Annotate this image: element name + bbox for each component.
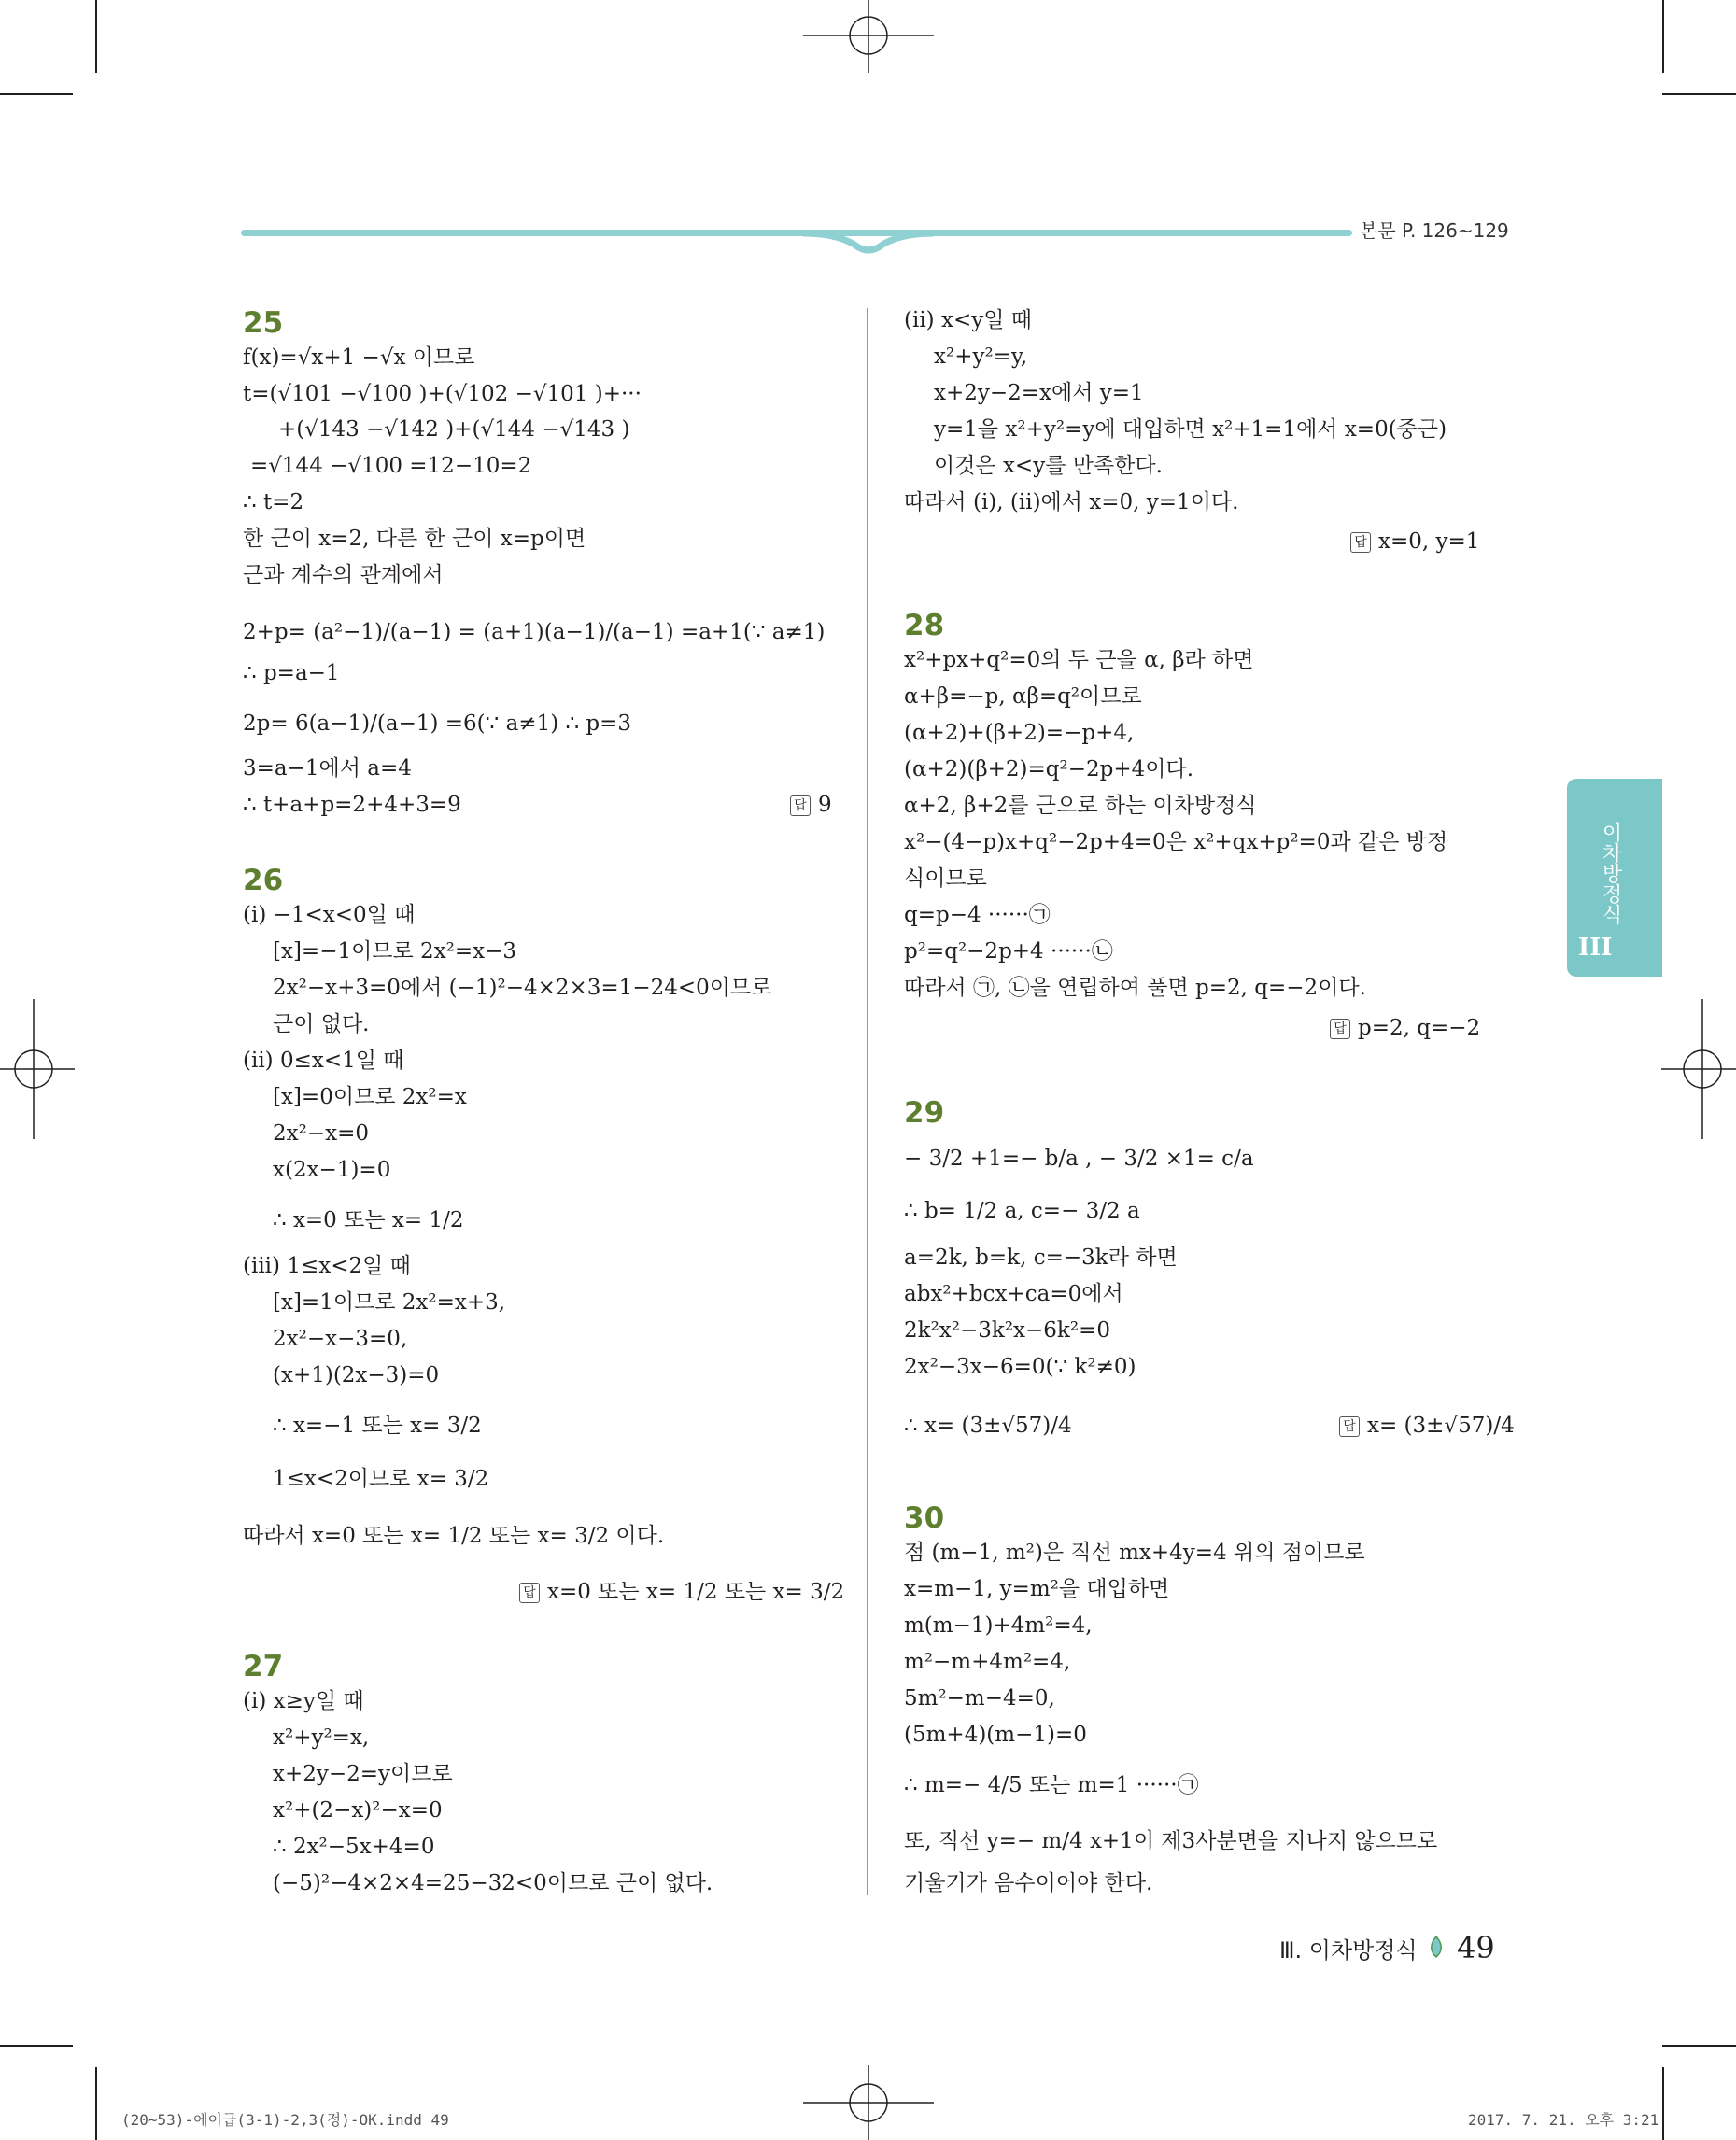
- solution-line: x²+px+q²=0의 두 근을 α, β라 하면: [904, 648, 1254, 672]
- solution-line: 근이 없다.: [273, 1012, 370, 1036]
- solution-line: (5m+4)(m−1)=0: [904, 1723, 1087, 1747]
- crop-mark: [95, 2067, 97, 2140]
- solution-line: x²−(4−p)x+q²−2p+4=0은 x²+qx+p²=0과 같은 방정: [904, 830, 1448, 854]
- solution-line: 점 (m−1, m²)은 직선 mx+4y=4 위의 점이므로: [904, 1541, 1365, 1565]
- solution-line: [x]=0이므로 2x²=x: [273, 1085, 467, 1109]
- solution-line: [x]=−1이므로 2x²=x−3: [273, 939, 517, 964]
- solution-line: 또, 직선 y=− m/4 x+1이 제3사분면을 지나지 않으므로: [904, 1829, 1438, 1853]
- solution-line: y=1을 x²+y²=y에 대입하면 x²+1=1에서 x=0(중근): [934, 417, 1447, 442]
- solution-line: 기울기가 음수이어야 한다.: [904, 1871, 1153, 1895]
- solution-line: (i) −1<x<0일 때: [243, 903, 416, 927]
- solution-line: 근과 계수의 관계에서: [243, 563, 444, 587]
- solution-line: ∴ x=−1 또는 x= 3/2: [273, 1414, 482, 1438]
- solution-line: (α+2)+(β+2)=−p+4,: [904, 721, 1135, 745]
- column-divider: [867, 308, 868, 1895]
- answer: 답 p=2, q=−2: [1330, 1012, 1480, 1044]
- solution-line: (ii) x<y일 때: [904, 308, 1032, 332]
- solution-line: (ii) 0≤x<1일 때: [243, 1049, 404, 1073]
- solution-line: x(2x−1)=0: [273, 1158, 391, 1182]
- crop-mark: [0, 93, 73, 95]
- solution-line: 한 근이 x=2, 다른 한 근이 x=p이면: [243, 527, 586, 551]
- solution-line: m(m−1)+4m²=4,: [904, 1613, 1093, 1638]
- solution-line: abx²+bcx+ca=0에서: [904, 1282, 1123, 1306]
- solution-line: x+2y−2=y이므로: [273, 1762, 453, 1786]
- solution-line: 2p= 6(a−1)/(a−1) =6(∵ a≠1) ∴ p=3: [243, 711, 632, 736]
- solution-line: t=(√101 −√100 )+(√102 −√101 )+···: [243, 382, 642, 406]
- registration-mark: [803, 0, 934, 75]
- chapter-tab-title: 이차방정식: [1599, 822, 1622, 924]
- solution-line: [x]=1이므로 2x²=x+3,: [273, 1290, 506, 1315]
- solution-line: (α+2)(β+2)=q²−2p+4이다.: [904, 757, 1194, 781]
- page-number: 49: [1457, 1930, 1495, 1965]
- solution-line: α+2, β+2를 근으로 하는 이차방정식: [904, 794, 1257, 818]
- solution-line: (x+1)(2x−3)=0: [273, 1363, 440, 1387]
- leaf-icon: [1427, 1935, 1446, 1963]
- solution-line: 2x²−x+3=0에서 (−1)²−4×2×3=1−24<0이므로: [273, 976, 772, 1000]
- solution-line: 2+p= (a²−1)/(a−1) = (a+1)(a−1)/(a−1) =a+1(∵ a≠1): [243, 620, 826, 644]
- answer-icon: 답: [1330, 1019, 1350, 1039]
- answer-icon: 답: [519, 1583, 540, 1603]
- solution-line: 따라서 x=0 또는 x= 1/2 또는 x= 3/2 이다.: [243, 1524, 665, 1548]
- solution-line: x²+(2−x)²−x=0: [273, 1798, 443, 1823]
- solution-line: (i) x≥y일 때: [243, 1689, 364, 1713]
- solution-line: q=p−4 ······㉠: [904, 903, 1051, 927]
- solution-line: x=m−1, y=m²을 대입하면: [904, 1577, 1170, 1601]
- solution-line: ∴ p=a−1: [243, 661, 340, 685]
- solution-line: 2x²−x−3=0,: [273, 1327, 408, 1351]
- solution-line: 2x²−x=0: [273, 1121, 369, 1146]
- solution-line: 1≤x<2이므로 x= 3/2: [273, 1467, 489, 1491]
- solution-line: ∴ b= 1/2 a, c=− 3/2 a: [904, 1199, 1140, 1223]
- registration-mark: [803, 2065, 934, 2140]
- solution-line: ∴ t+a+p=2+4+3=9: [243, 793, 461, 817]
- solution-line: ∴ 2x²−5x+4=0: [273, 1835, 435, 1859]
- solution-line: ∴ m=− 4/5 또는 m=1 ······㉠: [904, 1773, 1199, 1797]
- crop-mark: [1662, 0, 1664, 73]
- print-slug: (20~53)-에이급(3-1)-2,3(정)-OK.indd 49: [121, 2111, 449, 2129]
- problem-number: 27: [243, 1650, 284, 1683]
- solution-line: 2x²−3x−6=0(∵ k²≠0): [904, 1355, 1136, 1379]
- crop-mark: [1662, 93, 1736, 95]
- problem-number: 28: [904, 609, 945, 642]
- solution-line: (iii) 1≤x<2일 때: [243, 1254, 411, 1278]
- solution-line: 따라서 (i), (ii)에서 x=0, y=1이다.: [904, 490, 1239, 514]
- solution-line: ∴ t=2: [243, 490, 304, 514]
- solution-line: 5m²−m−4=0,: [904, 1686, 1055, 1711]
- print-slug: 2017. 7. 21. 오후 3:21: [1468, 2111, 1659, 2129]
- page-reference: 본문 P. 126~129: [1360, 219, 1509, 242]
- solution-line: p²=q²−2p+4 ······㉡: [904, 939, 1113, 964]
- registration-mark: [0, 999, 75, 1139]
- solution-line: +(√143 −√142 )+(√144 −√143 ): [278, 417, 630, 442]
- solution-line: x+2y−2=x에서 y=1: [934, 381, 1144, 405]
- solution-line: 식이므로: [904, 866, 987, 891]
- solution-line: x²+y²=x,: [273, 1725, 370, 1750]
- problem-number: 26: [243, 864, 284, 897]
- answer: 답 x=0 또는 x= 1/2 또는 x= 3/2: [519, 1576, 844, 1608]
- chapter-tab-roman: III: [1578, 934, 1613, 962]
- solution-line: =√144 −√100 =12−10=2: [250, 454, 532, 478]
- solution-line: a=2k, b=k, c=−3k라 하면: [904, 1246, 1178, 1270]
- solution-line: x²+y²=y,: [934, 345, 1028, 369]
- answer-icon: 답: [1350, 532, 1371, 553]
- answer: 답 x=0, y=1: [1350, 526, 1479, 557]
- solution-line: ∴ x=0 또는 x= 1/2: [273, 1208, 464, 1232]
- header-notch: [803, 217, 934, 261]
- solution-line: (−5)²−4×2×4=25−32<0이므로 근이 없다.: [273, 1871, 713, 1895]
- solution-line: − 3/2 +1=− b/a , − 3/2 ×1= c/a: [904, 1147, 1254, 1171]
- solution-line: f(x)=√x+1 −√x 이므로: [243, 345, 475, 370]
- answer-icon: 답: [1339, 1416, 1360, 1437]
- solution-line: ∴ x= (3±√57)/4: [904, 1414, 1072, 1438]
- answer: 답 9: [790, 789, 832, 821]
- registration-mark: [1661, 999, 1736, 1139]
- problem-number: 30: [904, 1501, 945, 1535]
- chapter-footer: Ⅲ. 이차방정식: [1279, 1937, 1418, 1964]
- solution-line: α+β=−p, αβ=q²이므로: [904, 684, 1142, 709]
- solution-line: 2k²x²−3k²x−6k²=0: [904, 1318, 1110, 1343]
- header-bar: [241, 230, 1352, 236]
- crop-mark: [0, 2045, 73, 2047]
- solution-line: 이것은 x<y를 만족한다.: [934, 454, 1163, 478]
- problem-number: 25: [243, 306, 284, 340]
- answer-icon: 답: [790, 795, 811, 816]
- answer: 답 x= (3±√57)/4: [1339, 1410, 1515, 1442]
- crop-mark: [1662, 2045, 1736, 2047]
- crop-mark: [1662, 2067, 1664, 2140]
- solution-line: 따라서 ㉠, ㉡을 연립하여 풀면 p=2, q=−2이다.: [904, 976, 1366, 1000]
- problem-number: 29: [904, 1096, 945, 1130]
- solution-line: m²−m+4m²=4,: [904, 1650, 1071, 1674]
- crop-mark: [95, 0, 97, 73]
- solution-line: 3=a−1에서 a=4: [243, 756, 412, 781]
